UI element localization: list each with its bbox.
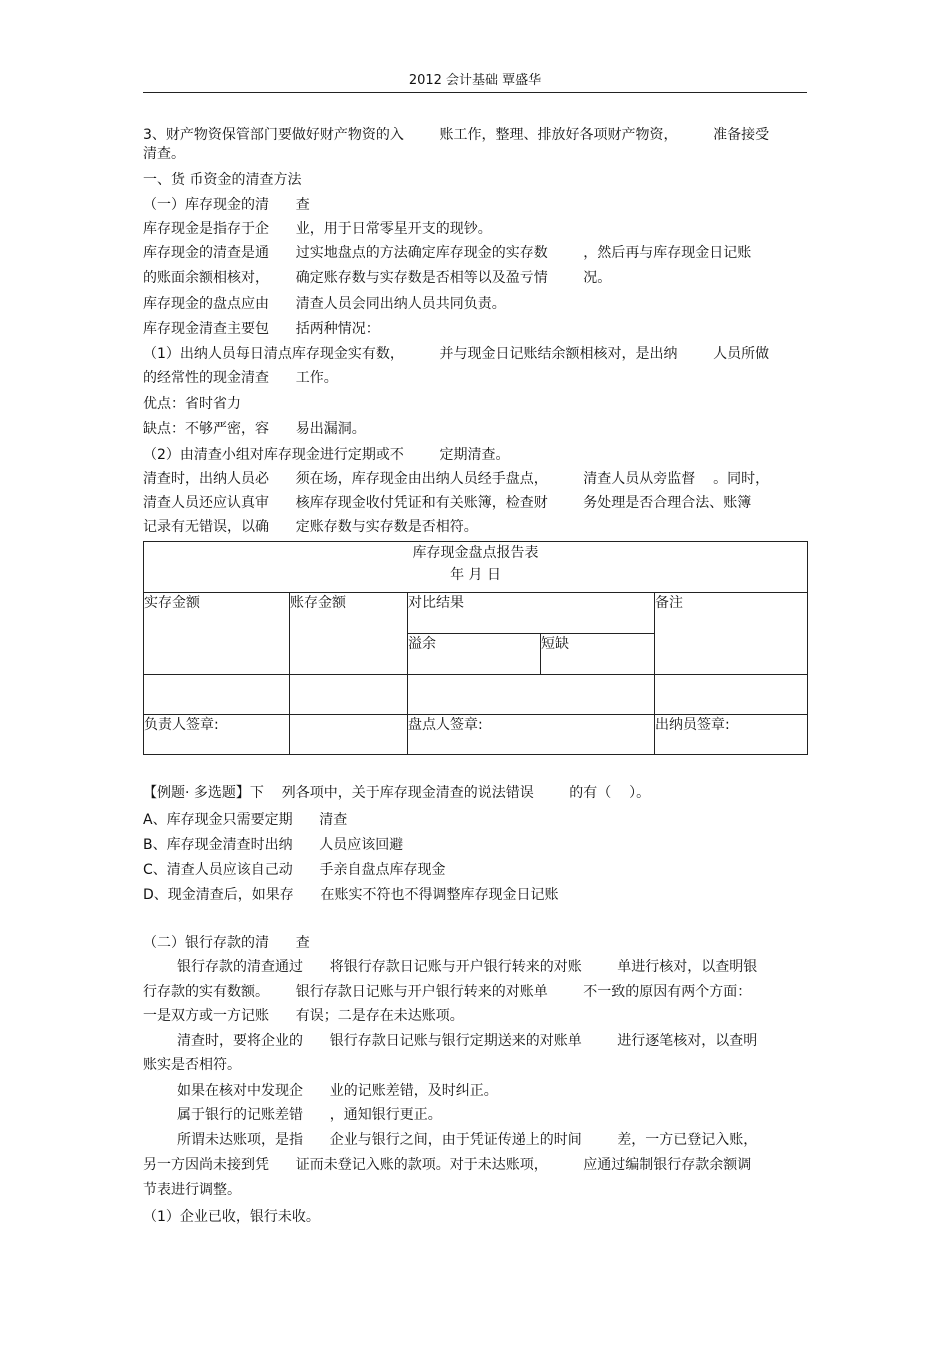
paragraph-line: 的账面余额相核对， 确定账存数与实存数是否相等以及盈亏情 况。 (143, 270, 612, 286)
option-c: C、清查人员应该自己动 手亲自盘点库存现金 (143, 862, 446, 878)
bank-paragraph-line: 如果在核对中发现企 业的记账差错，及时纠正。 (177, 1083, 498, 1099)
paragraph-line: 优点：省时省力 (143, 396, 241, 412)
paragraph-line: 库存现金的清查是通 过实地盘点的方法确定库存现金的实存数 ，然后再与库存现金日记账 (143, 245, 752, 261)
report-title: 库存现金盘点报告表 (412, 545, 539, 561)
bank-paragraph-line: 另一方因尚未接到凭 证而未登记入账的款项。对于未达账项， 应通过编制银行存款余额调 (143, 1157, 752, 1173)
header-shortage: 短缺 (541, 634, 655, 675)
header-compare-result: 对比结果 (408, 593, 655, 634)
bank-paragraph-line: 节表进行调整。 (143, 1182, 241, 1198)
bank-paragraph-line: 银行存款的清查通过 将银行存款日记账与开户银行转来的对账 单进行核对，以查明银 (177, 959, 758, 975)
cash-count-report-table (143, 541, 808, 755)
paragraph-line: 3、财产物资保管部门要做好财产物资的入 账工作，整理、排放好各项财产物资， 准备接受 (143, 127, 770, 143)
signature-cashier: 出纳员签章: (655, 715, 808, 755)
header-surplus: 溢余 (408, 634, 541, 675)
paragraph-line: 清查。 (143, 146, 185, 162)
section-heading: 一、货 币资金的清查方法 (143, 172, 302, 188)
cell-book-empty (290, 675, 408, 715)
paragraph-line: 缺点：不够严密，容 易出漏洞。 (143, 421, 366, 437)
report-title-cell (144, 542, 808, 593)
cell-actual-empty (144, 675, 290, 715)
paragraph-line: 的经常性的现金清查 工作。 (143, 370, 338, 386)
paragraph-line: 库存现金是指存于企 业，用于日常零星开支的现钞。 (143, 221, 492, 237)
signature-leader: 负责人签章: (144, 715, 290, 755)
paragraph-line: 记录有无错误，以确 定账存数与实存数是否相符。 (143, 519, 478, 535)
header-remark: 备注 (655, 593, 808, 675)
cell-compare-empty (408, 675, 655, 715)
header-actual-amount: 实存金额 (144, 593, 290, 675)
header-book-amount: 账存金额 (290, 593, 408, 675)
paragraph-line: 库存现金的盘点应由 清查人员会同出纳人员共同负责。 (143, 296, 506, 312)
bank-section-heading: （二）银行存款的清 查 (143, 935, 310, 951)
subsection-heading: （一）库存现金的清 查 (143, 197, 310, 213)
paragraph-line: 清查人员还应认真审 核库存现金收付凭证和有关账簿，检查财 务处理是否合理合法、账簿 (143, 495, 752, 511)
option-b: B、库存现金清查时出纳 人员应该回避 (143, 837, 404, 853)
bank-paragraph-line: （1）企业已收，银行未收。 (143, 1209, 320, 1225)
page-header: 2012 会计基础 覃盛华 (143, 72, 807, 93)
report-date: 年 月 日 (450, 567, 501, 583)
paragraph-line: 清查时，出纳人员必 须在场，库存现金由出纳人员经手盘点， 清查人员从旁监督 。同时， (143, 471, 770, 487)
example-question: 【例题· 多选题】下 列各项中，关于库存现金清查的说法错误 的有（ ）。 (143, 785, 651, 801)
signature-leader-blank (290, 715, 408, 755)
paragraph-line: （2）由清查小组对库存现金进行定期或不 定期清查。 (143, 447, 510, 463)
bank-paragraph-line: 所谓未达账项，是指 企业与银行之间，由于凭证传递上的时间 差，一方已登记入账， (177, 1132, 758, 1148)
signature-counter: 盘点人签章: (408, 715, 655, 755)
option-a: A、库存现金只需要定期 清查 (143, 812, 348, 828)
cell-remark-empty (655, 675, 808, 715)
bank-paragraph-line: 行存款的实有数额。 银行存款日记账与开户银行转来的对账单 不一致的原因有两个方面： (143, 984, 752, 1000)
paragraph-line: （1）出纳人员每日清点库存现金实有数， 并与现金日记账结余额相核对，是出纳 人员所做 (143, 346, 770, 362)
bank-paragraph-line: 账实是否相符。 (143, 1057, 241, 1073)
paragraph-line: 库存现金清查主要包 括两种情况： (143, 321, 380, 337)
option-d: D、现金清查后，如果存 在账实不符也不得调整库存现金日记账 (143, 887, 559, 903)
bank-paragraph-line: 属于银行的记账差错 ，通知银行更正。 (177, 1107, 442, 1123)
bank-paragraph-line: 清查时，要将企业的 银行存款日记账与银行定期送来的对账单 进行逐笔核对，以查明 (177, 1033, 758, 1049)
bank-paragraph-line: 一是双方或一方记账 有误；二是存在未达账项。 (143, 1008, 464, 1024)
